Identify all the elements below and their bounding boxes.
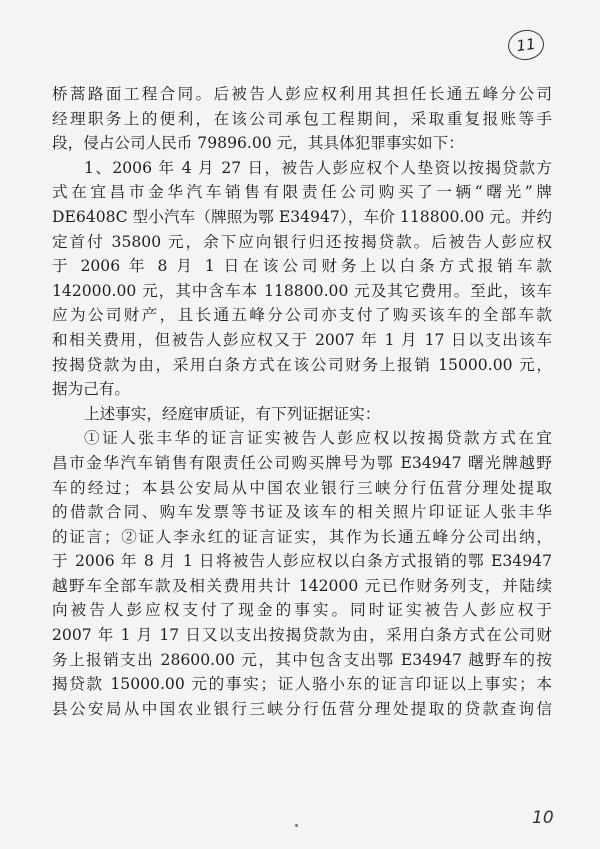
text-line: 向被告人彭应权支付了现金的事实。同时证实被告人彭应权于: [52, 601, 552, 620]
handwritten-page-number-top: 11: [506, 28, 546, 63]
text-line: 的借款合同、购车发票等书证及该车的相关照片印证证人张丰华: [52, 503, 552, 522]
text-line: 经理职务上的便利，在该公司承包工程期间，采取重复报账等手: [52, 109, 552, 128]
text-line: ①证人张丰华的证言证实被告人彭应权以按揭贷款方式在宜: [84, 429, 552, 448]
text-line: 142000.00 元，其中含车本 118800.00 元及其它费用。至此，该车: [52, 281, 552, 300]
text-line: 1、2006 年 4 月 27 日，被告人彭应权个人垫资以按揭贷款方: [84, 158, 552, 177]
text-line: 定首付 35800 元，余下应向银行归还按揭贷款。后被告人彭应权: [52, 232, 552, 251]
text-line: 车的经过；本县公安局从中国农业银行三峡分行伍营分理处提取: [52, 478, 552, 497]
text-line: 上述事实，经庭审质证，有下列证据证实：: [84, 404, 381, 423]
text-line: 揭贷款 15000.00 元的事实；证人骆小东的证言印证以上事实；本: [52, 675, 552, 694]
text-line: 于 2006 年 8 月 1 日在该公司财务上以白条方式报销车款: [52, 257, 552, 276]
text-line: 应为公司财产，且长通五峰分公司亦支付了购买该车的全部车款: [52, 306, 552, 325]
text-line: 于 2006 年 8 月 1 日将被告人彭应权以白条方式报销的鄂 E34947: [52, 552, 552, 571]
body-text: [52, 82, 552, 721]
text-line: 式在宜昌市金华汽车销售有限责任公司购买了一辆“曙光”牌: [52, 183, 552, 202]
scan-speck: [295, 824, 298, 827]
handwritten-page-number-bottom: 10: [532, 808, 554, 828]
text-line: 2007 年 1 月 17 日又以支出按揭贷款为由，采用白条方式在公司财: [52, 626, 552, 645]
text-line: 和相关费用，但被告人彭应权又于 2007 年 1 月 17 日以支出该车: [52, 330, 552, 349]
text-line: 桥蒿路面工程合同。后被告人彭应权利用其担任长通五峰分公司: [52, 85, 552, 103]
text-line: 的证言；②证人李永红的证言证实，其作为长通五峰分公司出纳，: [52, 527, 552, 546]
text-line: 县公安局从中国农业银行三峡分行伍营分理处提取的贷款查询信: [52, 699, 552, 718]
text-line: 昌市金华汽车销售有限责任公司购买牌号为鄂 E34947 曙光牌越野: [52, 453, 552, 472]
text-line: 据为己有。: [52, 380, 130, 399]
text-line: 段，侵占公司人民币 79896.00 元，其具体犯罪事实如下：: [52, 134, 464, 153]
text-line: 务上报销支出 28600.00 元，其中包含支出鄂 E34947 越野车的按: [52, 650, 552, 669]
text-line: DE6408C 型小汽车（牌照为鄂 E34947），车价 118800.00 元。并约: [52, 207, 552, 226]
text-line: 按揭贷款为由，采用白条方式在该公司财务上报销 15000.00 元，: [52, 355, 552, 374]
text-line: 越野车全部车款及相关费用共计 142000 元已作财务列支，并陆续: [52, 576, 552, 595]
